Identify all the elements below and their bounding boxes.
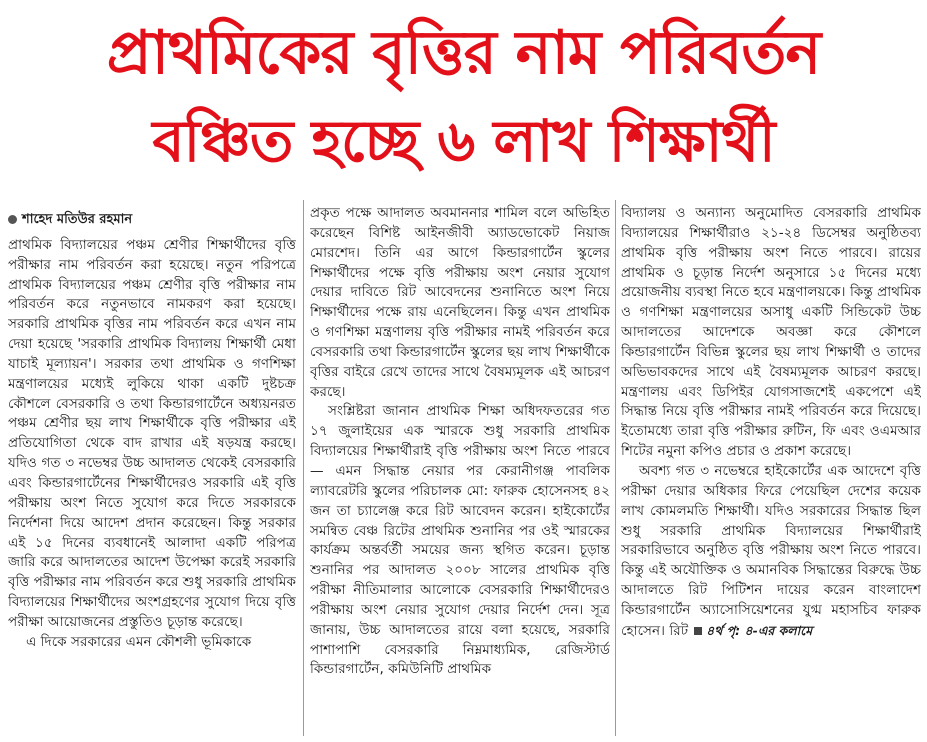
bullet-icon	[8, 215, 17, 224]
continuation-note[interactable]: ৪র্থ পৃ: ৪-এর কলামে	[706, 622, 813, 638]
article-column-1	[8, 198, 296, 742]
paragraph: প্রকৃত পক্ষে আদালত অবমাননার শামিল বলে অভিহিত করেছেন বিশিষ্ট আইনজীবী অ্যাডভোকেট নিয়াজ মোরশেদ। তিনি এর আগে কিন্ডারগার্টেন স্কুলের শিক্ষার্থীদের পক্ষে বৃত্তি পরীক্ষায় অংশ নেয়ার সুযোগ দেয়ার দাবিতে রিট আবেদনের শুনানিতে অংশ নিয়ে শিক্ষার্থীদের পক্ষে রায় এনেছিলেন। কিন্তু এখন প্রাথমিক ও গণশিক্ষা মন্ত্রণালয় বৃত্তি পরীক্ষার নামই পরিবর্তন করে বেসরকারি তথা কিন্ডারগার্টেন স্কুলের ছয় লাখ শিক্ষার্থীকে বৃত্তির বাইরে রেখে তাদের সাথে বৈষম্যমূলক এই আচরণ করছে।	[310, 205, 610, 400]
headline-line-1: প্রাথমিকের বৃত্তির নাম পরিবর্তন	[106, 18, 821, 88]
byline	[8, 210, 296, 230]
paragraph	[621, 462, 921, 642]
column-divider	[303, 200, 304, 736]
paragraph: এ দিকে সরকারের এমন কৌশলী ভূমিকাকে	[26, 633, 252, 650]
column-divider	[615, 200, 616, 736]
paragraph-text: অবশ্য গত ৩ নভেম্বরে হাইকোর্টের এক আদেশে বৃত্তি পরীক্ষা দেয়ার অধিকার ফিরে পেয়েছিল দেশের কয়েক লাখ কোমলমতি শিক্ষার্থী। যদিও সরকারের সিদ্ধান্ত ছিল শুধু সরকারি প্রাথমিক বিদ্যালয়ের শিক্ষার্থীরাই সরকারিভাবে অনুষ্ঠিত বৃত্তি পরীক্ষায় অংশ নিতে পারবে। কিন্তু এই অযৌক্তিক ও অমানবিক সিদ্ধান্তের বিরুদ্ধে উচ্চ আদালতে রিট পিটিশন দায়ের করেন বাংলাদেশ কিন্ডারগার্টেন অ্যাসোসিয়েশনের যুগ্ম মহাসচিব ফারুক হোসেন। রিট	[621, 462, 921, 639]
headline-line-2: বঞ্চিত হচ্ছে ৬ লাখ শিক্ষার্থী	[152, 107, 775, 175]
article-column-3	[621, 204, 921, 742]
article-column-2	[310, 204, 610, 742]
square-bullet-icon	[694, 627, 702, 635]
author-name: শাহেদ মতিউর রহমান	[22, 212, 133, 227]
paragraph: সংশ্লিষ্টরা জানান প্রাথমিক শিক্ষা অধিদফতরের গত ১৭ জুলাইয়ের এক স্মারকে শুধু সরকারি প্রাথমিক বিদ্যালয়ের শিক্ষার্থীরাই বৃত্তি পরীক্ষায় অংশ নিতে পারবে— এমন সিদ্ধান্ত নেয়ার পর কেরানীগঞ্জ পাবলিক ল্যাবরেটরি স্কুলের পরিচালক মো: ফারুক হোসেনসহ ৪২ জন তা চ্যালেঞ্জ করে রিট আবেদন করেন। হাইকোর্টের সমন্বিত বেঞ্চ রিটের প্রাথমিক শুনানির পর ওই স্মারকের কার্যক্রম অন্তর্বর্তী সময়ের জন্য স্থগিত করেন। চূড়ান্ত শুনানির পর আদালত ২০০৮ সালের প্রাথমিক বৃত্তি পরীক্ষা নীতিমালার আলোকে বেসরকারি শিক্ষার্থীদেরও পরীক্ষায় অংশ নেয়ার সুযোগ দেয়ার নির্দেশ দেন। সূত্র জানায়, উচ্চ আদালতের রায়ে বলা হয়েছে, সরকারি পাশাপাশি বেসরকারি নিম্নমাধ্যমিক, রেজিস্টার্ড কিন্ডারগার্টেন, কমিউনিটি প্রাথমিক	[310, 403, 610, 678]
paragraph: বিদ্যালয় ও অন্যান্য অনুমোদিত বেসরকারি প্রাথমিক বিদ্যালয়ের শিক্ষার্থীরাও ২১-২৪ ডিসেম্বর অনুষ্ঠিতব্য প্রাথমিক বৃত্তি পরীক্ষায় অংশ নিতে পারবে। রায়ের প্রাথমিক ও চূড়ান্ত নির্দেশ অনুসারে ১৫ দিনের মধ্যে প্রয়োজনীয় ব্যবস্থা নিতে হবে মন্ত্রণালয়কে। কিন্তু প্রাথমিক ও গণশিক্ষা মন্ত্রণালয়ের অসাধু একটি সিন্ডিকেট উচ্চ আদালতের আদেশকে অবজ্ঞা করে কৌশলে কিন্ডারগার্টেন বিভিন্ন স্কুলের ছয় লাখ শিক্ষার্থী ও তাদের অভিভাবকদের সাথে এই বৈষম্যমূলক আচরণ করছে। মন্ত্রণালয় এবং ডিপিইর যোগসাজশেই একপেশে এই সিদ্ধান্ত নিয়ে বৃত্তি পরীক্ষার নামই পরিবর্তন করে দিয়েছে। ইতোমধ্যে তারা বৃত্তি পরীক্ষার রুটিন, ফি এবং ওএমআর শিটের নমুনা কপিও প্রচার ও প্রকাশ করেছে।	[621, 205, 921, 460]
paragraph: প্রাথমিক বিদ্যালয়ের পঞ্চম শ্রেণীর শিক্ষার্থীদের বৃত্তি পরীক্ষার নাম পরিবর্তন করা হয়েছে। নতুন পরিপত্রে প্রাথমিক বিদ্যালয়ের পঞ্চম শ্রেণীর বৃত্তি পরীক্ষার নাম পরিবর্তন করে নতুনভাবে নামকরণ করা হয়েছে। সরকারি প্রাথমিক বৃত্তির নাম পরিবর্তন করে এখন নাম দেয়া হয়েছে 'সরকারি প্রাথমিক বিদ্যালয় শিক্ষার্থী মেধা যাচাই মূল্যায়ন'। সরকার তথা প্রাথমিক ও গণশিক্ষা মন্ত্রণালয়ের মধ্যেই লুকিয়ে থাকা একটি দুষ্টচক্র কৌশলে বেসরকারি ও তথা কিন্ডারগার্টেনে অধ্যয়নরত পঞ্চম শ্রেণীর ছয় লাখ শিক্ষার্থীকে বৃত্তি পরীক্ষার এই প্রতিযোগিতা থেকে বাদ রাখার এই ষড়যন্ত্র করছে। যদিও গত ৩ নভেম্বর উচ্চ আদালত থেকেই বেসরকারি এবং কিন্ডারগার্টেনের শিক্ষার্থীদেরও সরকারি এই বৃত্তি পরীক্ষায় অংশ নিতে সুযোগ করে দিতে সরকারকে নির্দেশনা দিয়ে আদেশ প্রদান করেছেন। কিন্তু সরকার এই ১৫ দিনের ব্যবধানেই আলাদা একটি পরিপত্র জারি করে আদালতের আদেশ উপেক্ষা করেই সরকারি বৃত্তি পরীক্ষার নাম পরিবর্তন করে শুধু সরকারি প্রাথমিক বিদ্যালয়ের শিক্ষার্থীদের অংশগ্রহণের সুযোগ দিয়ে বৃত্তি পরীক্ষা আয়োজনের প্রস্তুতিও চূড়ান্ত করেছে।	[8, 236, 296, 630]
